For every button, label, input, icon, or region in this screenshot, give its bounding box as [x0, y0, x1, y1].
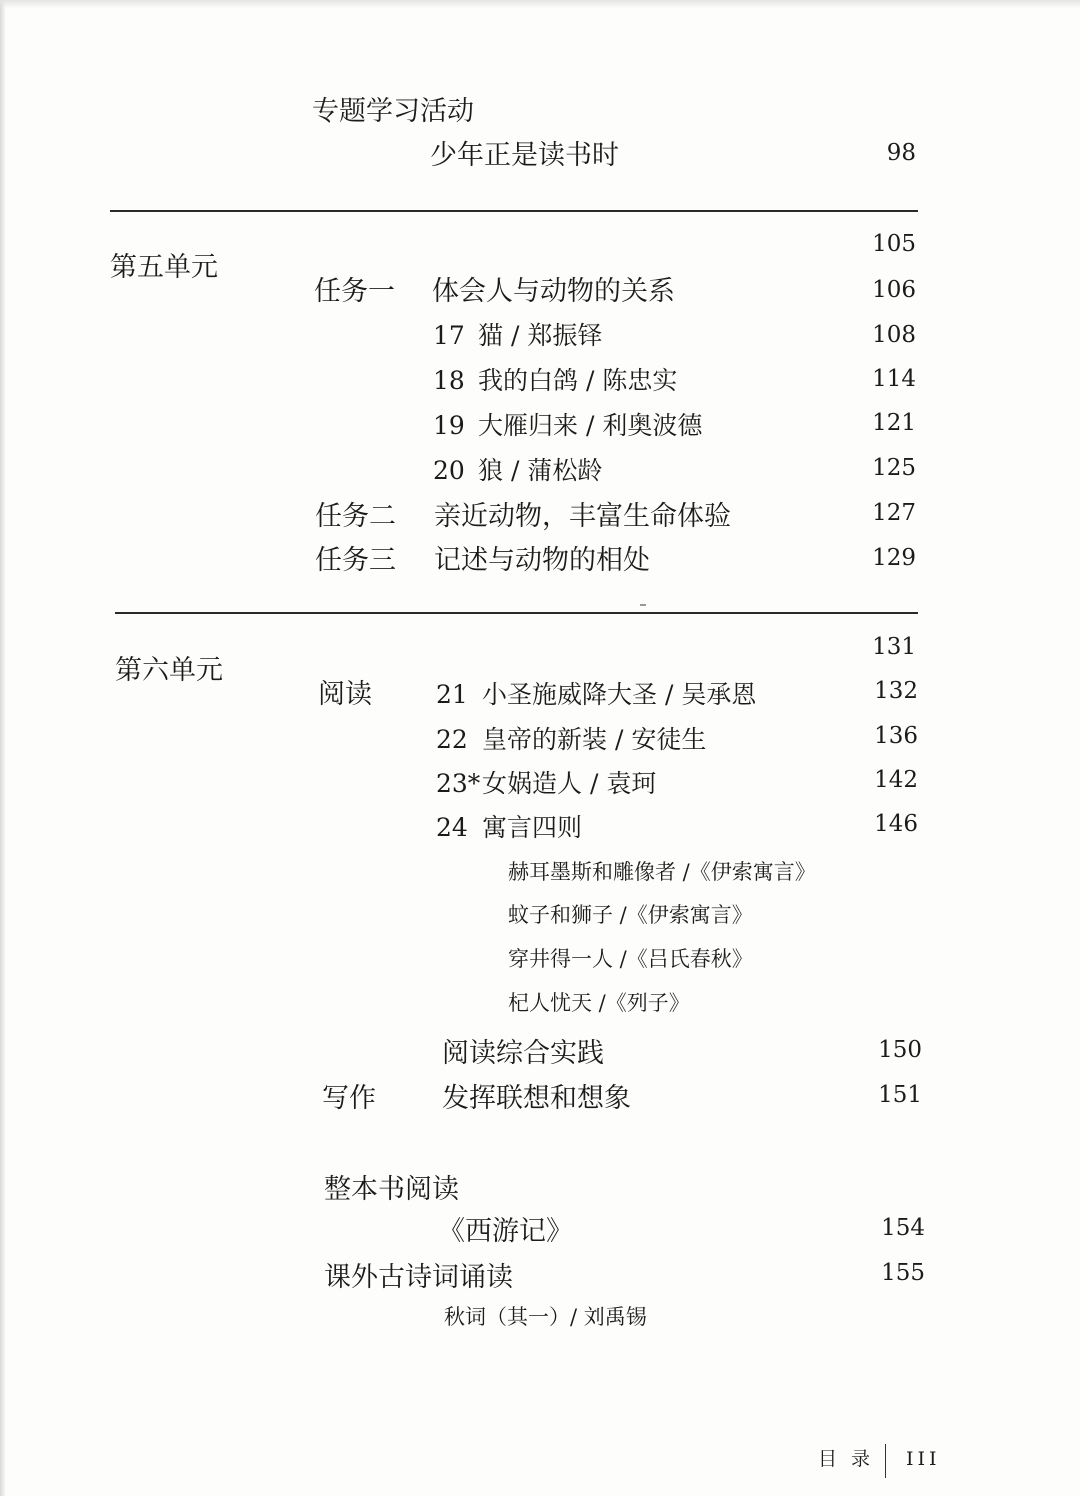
page-edge-shadow [0, 0, 6, 1496]
footer-separator [885, 1444, 886, 1478]
lesson-page: 125 [872, 455, 916, 481]
fable-item[interactable]: 杞人忧天 /《列子》 [508, 991, 690, 1015]
unit5-task2-title[interactable]: 亲近动物，丰富生命体验 [434, 501, 731, 532]
lesson-number: 23* [436, 769, 481, 798]
footer-label: 目 录 [818, 1448, 875, 1470]
whole-book-item-page: 154 [881, 1215, 925, 1241]
lesson-number: 18 [433, 366, 465, 395]
lesson-page: 121 [872, 410, 916, 436]
lesson-page: 108 [872, 322, 916, 348]
unit5-page: 105 [872, 231, 916, 257]
fable-item[interactable]: 赫耳墨斯和雕像者 /《伊索寓言》 [508, 860, 816, 884]
special-activity-heading: 专题学习活动 [312, 96, 474, 127]
unit5-task3-title[interactable]: 记述与动物的相处 [434, 545, 650, 576]
lesson-number: 22 [436, 725, 468, 754]
unit6-page: 131 [872, 634, 916, 660]
poetry-heading[interactable]: 课外古诗词诵读 [324, 1262, 513, 1293]
lesson-number: 20 [433, 456, 465, 485]
lesson-number: 21 [436, 680, 468, 709]
reading-practice-page: 150 [878, 1037, 922, 1063]
section-divider [110, 210, 918, 212]
lesson-title[interactable]: 狼 / 蒲松龄 [478, 456, 603, 485]
lesson-title[interactable]: 皇帝的新装 / 安徒生 [482, 725, 707, 754]
unit5-task2-page: 127 [872, 500, 916, 526]
lesson-title[interactable]: 女娲造人 / 袁珂 [482, 769, 657, 798]
scan-speck [640, 604, 646, 606]
lesson-page: 142 [874, 767, 918, 793]
unit6-title[interactable]: 第六单元 [115, 655, 223, 686]
lesson-page: 136 [874, 723, 918, 749]
lesson-title[interactable]: 我的白鸽 / 陈忠实 [478, 366, 678, 395]
section-divider [115, 612, 918, 614]
reading-practice-title[interactable]: 阅读综合实践 [442, 1038, 604, 1069]
poetry-item[interactable]: 秋词（其一）/ 刘禹锡 [444, 1305, 647, 1329]
unit6-writing-label: 写作 [322, 1083, 376, 1114]
unit5-task1-page: 106 [872, 277, 916, 303]
lesson-title[interactable]: 小圣施威降大圣 / 吴承恩 [482, 680, 757, 709]
special-activity-item-page: 98 [886, 140, 916, 166]
whole-book-heading: 整本书阅读 [324, 1174, 459, 1205]
lesson-page: 146 [874, 811, 918, 837]
poetry-page: 155 [881, 1260, 925, 1286]
lesson-number: 17 [433, 321, 465, 350]
unit6-writing-page: 151 [878, 1082, 922, 1108]
lesson-number: 24 [436, 813, 468, 842]
unit5-title[interactable]: 第五单元 [110, 252, 218, 283]
unit6-writing-title[interactable]: 发挥联想和想象 [442, 1083, 631, 1114]
fable-item[interactable]: 蚊子和狮子 /《伊索寓言》 [508, 903, 753, 927]
lesson-title[interactable]: 猫 / 郑振铎 [478, 321, 603, 350]
lesson-title[interactable]: 大雁归来 / 利奥波德 [478, 411, 703, 440]
whole-book-item-title[interactable]: 《西游记》 [438, 1216, 573, 1247]
lesson-page: 114 [872, 366, 916, 392]
page-top-shadow [0, 0, 1080, 8]
unit5-task3-page: 129 [872, 545, 916, 571]
special-activity-item-title[interactable]: 少年正是读书时 [430, 140, 619, 171]
lesson-title[interactable]: 寓言四则 [482, 813, 583, 842]
unit6-reading-label: 阅读 [318, 679, 372, 710]
unit5-task1-title[interactable]: 体会人与动物的关系 [432, 276, 675, 307]
unit5-task2-label: 任务二 [315, 501, 396, 532]
fable-item[interactable]: 穿井得一人 /《吕氏春秋》 [508, 947, 753, 971]
footer-page-number: III [906, 1448, 941, 1470]
unit5-task3-label: 任务三 [315, 545, 396, 576]
lesson-number: 19 [433, 411, 465, 440]
unit5-task1-label: 任务一 [314, 276, 395, 307]
lesson-page: 132 [874, 678, 918, 704]
